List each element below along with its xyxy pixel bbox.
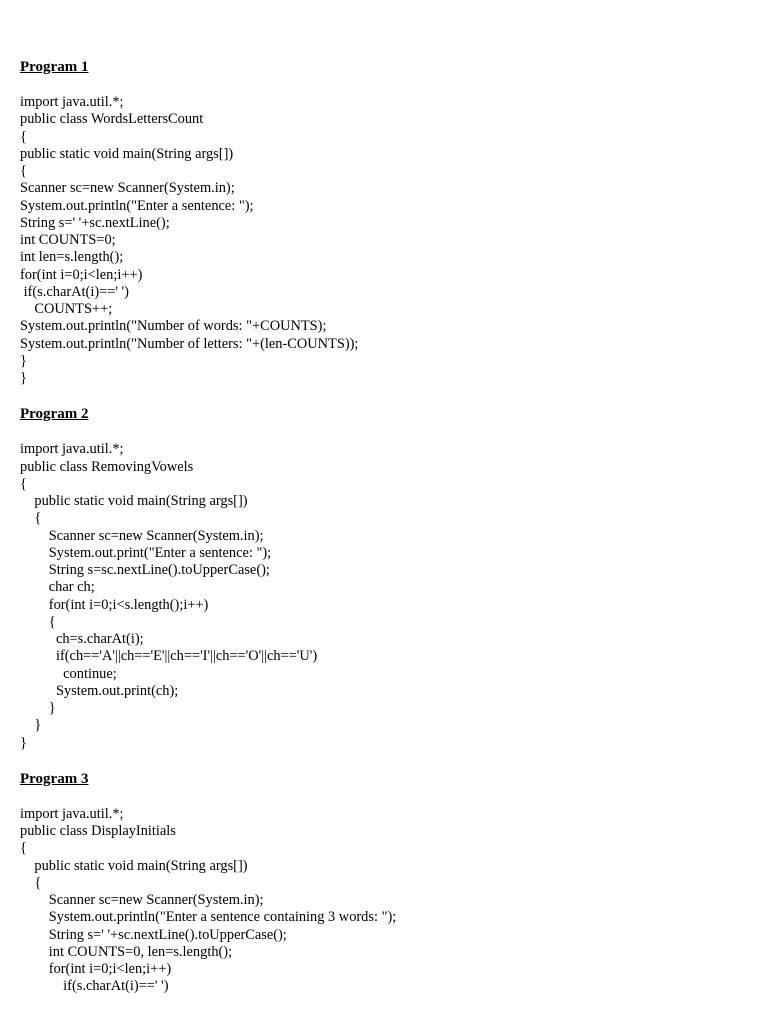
code-line: } [20,352,27,369]
code-line: } [20,717,42,734]
code-line: if(s.charAt(i)==' ') [20,978,169,995]
code-line: System.out.println("Number of letters: "+(len-COUNTS)); [20,335,359,352]
program-section [20,57,748,387]
program-section [20,769,748,996]
code-line: for(int i=0;i<s.length();i++) [20,596,209,613]
code-line: if(ch=='A'||ch=='E'||ch=='I'||ch=='O'||ch=='U') [20,648,318,665]
code-line: { [20,874,42,891]
code-line: Scanner sc=new Scanner(System.in); [20,527,264,544]
program-title: Program 1 [20,59,89,75]
code-line: System.out.println("Enter a sentence: "); [20,197,254,214]
code-line: { [20,475,27,492]
code-line: System.out.println("Number of words: "+COUNTS); [20,318,327,335]
code-line: char ch; [20,579,95,596]
code-line: public class DisplayInitials [20,823,176,839]
code-line: int len=s.length(); [20,249,124,266]
document-page [20,57,748,996]
code-line: import java.util.*; [20,805,124,822]
code-line: ch=s.charAt(i); [20,631,144,647]
code-line: } [20,700,56,716]
code-line: for(int i=0;i<len;i++) [20,266,143,283]
code-line: int COUNTS=0, len=s.length(); [20,943,233,960]
code-line: public static void main(String args[]) [20,493,248,509]
code-line: import java.util.*; [20,94,124,110]
code-line: COUNTS++; [20,301,113,317]
code-line: String s=sc.nextLine().toUpperCase(); [20,562,270,578]
program-title: Program 2 [20,406,89,423]
code-line: { [20,840,27,857]
code-line: Scanner sc=new Scanner(System.in); [20,892,264,908]
code-block [20,441,748,752]
code-line: String s=' '+sc.nextLine().toUpperCase(); [20,926,287,943]
code-line: { [20,510,42,527]
code-line: } [20,370,27,386]
code-line: { [20,613,56,630]
code-line: System.out.print(ch); [20,682,179,699]
code-line: continue; [20,665,117,682]
code-line: import java.util.*; [20,441,124,458]
code-block [20,94,748,387]
code-line: for(int i=0;i<len;i++) [20,961,172,977]
code-line: if(s.charAt(i)==' ') [20,283,129,300]
code-line: public class WordsLettersCount [20,111,204,128]
code-line: int COUNTS=0; [20,232,116,248]
program-section [20,404,748,752]
code-line: Scanner sc=new Scanner(System.in); [20,180,235,197]
code-line: } [20,734,27,751]
code-line: public static void main(String args[]) [20,145,234,162]
code-line: public static void main(String args[]) [20,857,248,874]
program-title: Program 3 [20,770,89,787]
code-line: { [20,163,27,179]
code-line: public class RemovingVowels [20,458,194,475]
code-line: String s=' '+sc.nextLine(); [20,214,170,231]
code-line: System.out.print("Enter a sentence: "); [20,544,272,561]
code-line: System.out.println("Enter a sentence containing 3 words: "); [20,909,397,926]
code-line: { [20,128,27,145]
code-block [20,806,748,996]
